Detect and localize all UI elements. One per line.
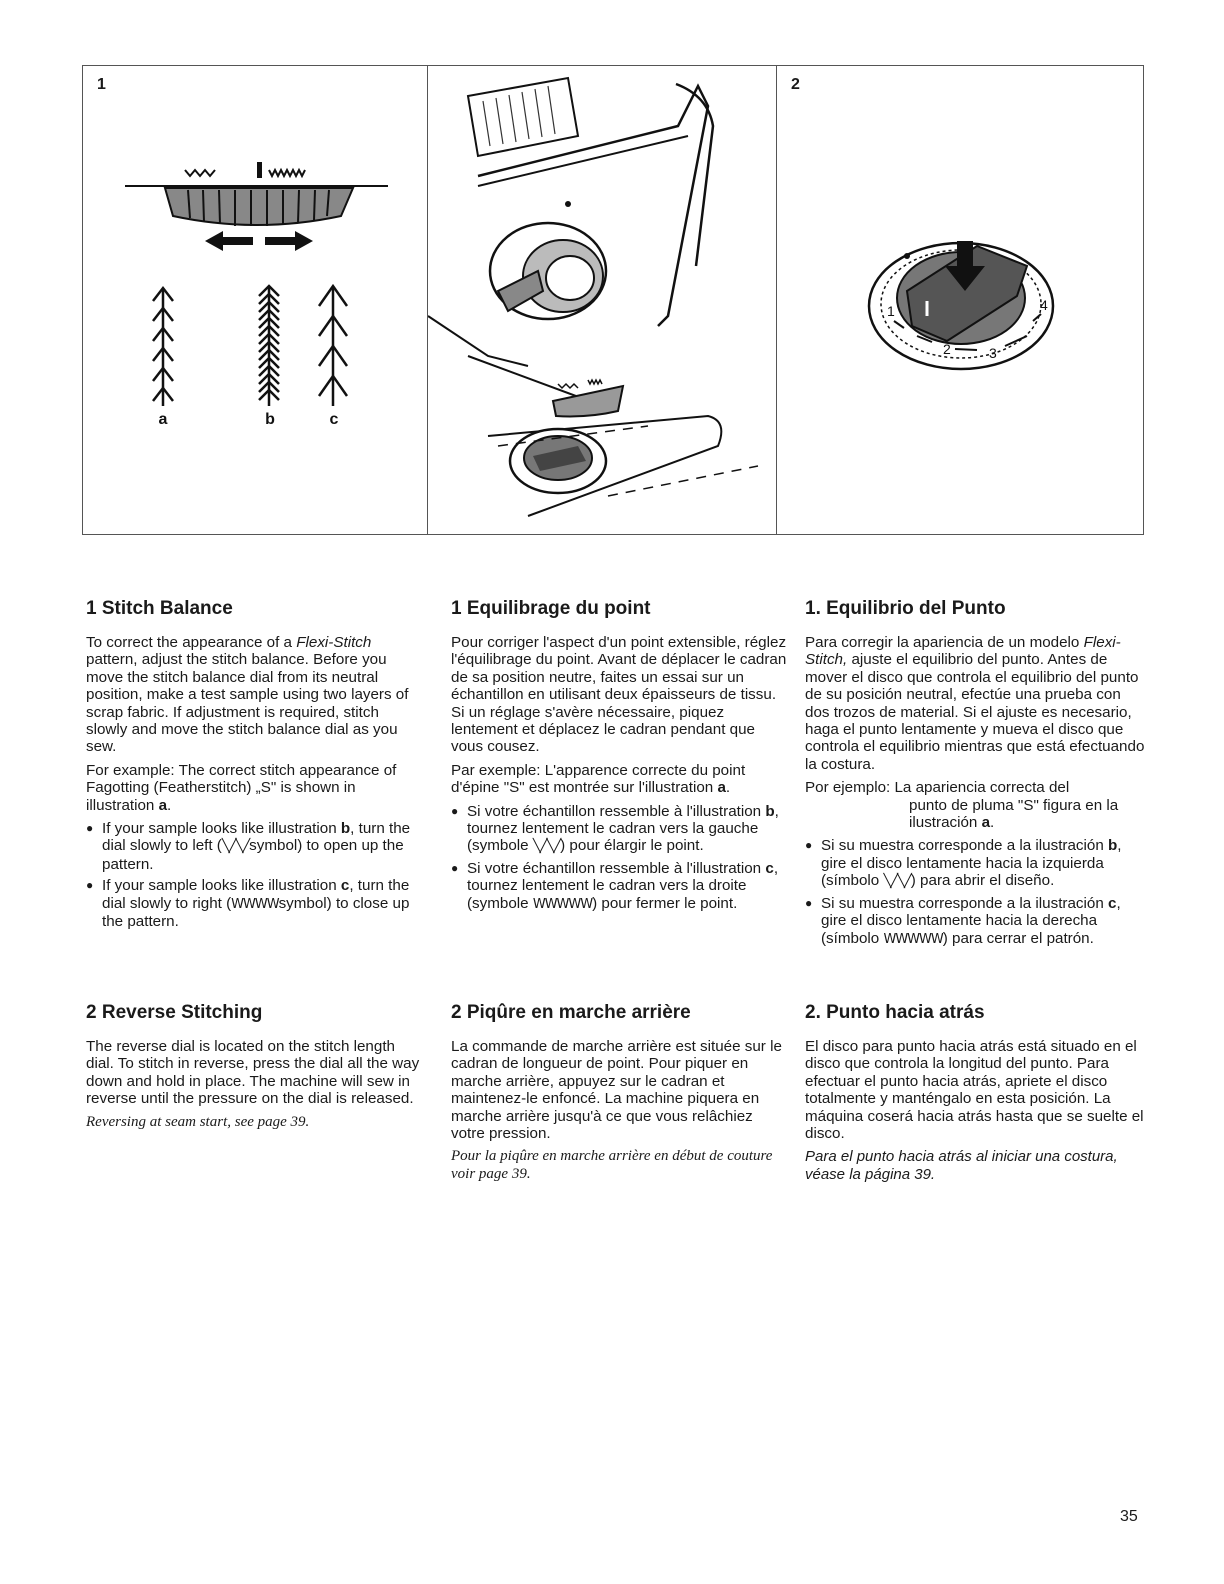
sample-b-icon xyxy=(259,286,279,406)
figure-1-number: 1 xyxy=(97,76,106,93)
french-column xyxy=(451,598,787,919)
close-symbol-icon: WWWWW xyxy=(532,896,593,912)
open-pattern-symbol-icon xyxy=(185,170,215,176)
spanish-reverse-section xyxy=(805,1002,1145,1189)
french-reverse-reference: Pour la piqûre en marche arrière en début de couture voir page 39. xyxy=(451,1148,773,1182)
spanish-balance-paragraph-2: Por ejemplo: La apariencia correcta del xyxy=(805,779,1070,797)
french-balance-paragraph-2: Par exemple: L'apparence correcte du point d'épine "S" est montrée sur l'illustration a. xyxy=(451,761,746,797)
figure-strip xyxy=(82,65,1144,535)
spanish-balance-paragraph-1: Para corregir la apariencia de un modelo Flexi-Stitch, ajuste el equilibrio del punto. Antes de mover el disco que controla el equilibrio del punto de su posición neutral, efectúe una prueba con dos trozos de material. Si el ajuste es necesario, haga el punto lentamente y mueva el disco que controla el equilibrio mientras que está efectuando la costura. xyxy=(805,634,1145,773)
open-symbol-icon: ╲╱╲╱ xyxy=(221,839,250,855)
figure-1-panel xyxy=(83,66,428,534)
english-bullet-2: ● If your sample looks like illustration c, turn the dial slowly to right (WWWWsymbol) to close up the pattern. xyxy=(86,877,420,930)
english-balance-title: 1 Stitch Balance xyxy=(86,598,233,619)
open-symbol-icon: ╲╱╲╱ xyxy=(883,874,911,890)
english-column xyxy=(86,598,420,937)
dial-number-4: 4 xyxy=(1040,297,1048,313)
dial-number-3: 3 xyxy=(989,345,997,361)
english-reverse-title: 2 Reverse Stitching xyxy=(86,1002,263,1023)
french-reverse-paragraph: La commande de marche arrière est située sur le cadran de longueur de point. Pour piquer en marche arrière, appuyez sur le cadran et maintenez-le enfoncé. La machine piquera en marche arrière jusqu'à ce que vous relâchiez votre pression. xyxy=(451,1038,782,1143)
label-b: b xyxy=(265,411,275,428)
english-balance-paragraph-1: To correct the appearance of a Flexi-Stitch pattern, adjust the stitch balance. Before you move the stitch balance dial from its neutral position, make a test sample using two layers of scrap fabric. If adjustment is required, stitch slowly and move the stitch balance dial as you sew. xyxy=(86,634,409,756)
sewing-machine-illustration xyxy=(428,66,777,536)
sample-c-icon xyxy=(319,286,347,406)
upper-dial-icon xyxy=(490,201,606,319)
label-c: c xyxy=(329,411,339,428)
figure-2-panel xyxy=(777,66,1143,534)
english-reverse-section xyxy=(86,1002,420,1137)
close-pattern-symbol-icon xyxy=(269,170,305,176)
french-balance-title: 1 Equilibrage du point xyxy=(451,598,651,619)
dial-number-1: 1 xyxy=(887,303,895,319)
open-symbol-icon: ╲╱╲╱ xyxy=(532,839,561,855)
left-arrow-icon xyxy=(205,231,253,251)
dial-number-2: 2 xyxy=(943,341,951,357)
sample-a-icon xyxy=(153,288,173,406)
french-reverse-title: 2 Piqûre en marche arrière xyxy=(451,1002,691,1023)
spanish-column xyxy=(805,598,1145,954)
french-bullet-1: ● Si votre échantillon ressemble à l'illustration b, tournez lentement le cadran vers la gauche (symbole ╲╱╲╱) pour élargir le point. xyxy=(451,803,787,856)
spanish-reverse-paragraph: El disco para punto hacia atrás está situado en el disco que controla la longitud del punto. Para efectuar el punto hacia atrás, apriete el disco totalmente y manténgalo en esta posición. La máquina coserá hacia atrás hasta que se suelte el disco. xyxy=(805,1038,1144,1143)
spanish-reverse-reference: Para el punto hacia atrás al iniciar una costura, véase la página 39. xyxy=(805,1148,1118,1183)
french-bullet-list xyxy=(451,803,787,913)
english-bullet-1: ● If your sample looks like illustration b, turn the dial slowly to left (╲╱╲╱symbol) to open up the pattern. xyxy=(86,820,420,873)
spanish-bullet-list xyxy=(805,837,1145,947)
reverse-dial-illustration xyxy=(777,66,1143,536)
spanish-bullet-2: ● Si su muestra corresponde a la ilustración c, gire el disco lentamente hacia la derecha (símbolo WWWWW) para cerrar el patrón. xyxy=(805,895,1145,948)
spanish-balance-title: 1. Equilibrio del Punto xyxy=(805,598,1006,619)
spanish-bullet-1: ● Si su muestra corresponde a la ilustración b, gire el disco lentamente hacia la izquierda (símbolo ╲╱╲╱) para abrir el diseño. xyxy=(805,837,1145,890)
english-bullet-list xyxy=(86,820,420,930)
stitch-chart-icon xyxy=(468,78,578,156)
page-number: 35 xyxy=(1120,1508,1138,1525)
french-reverse-section xyxy=(451,1002,787,1189)
close-symbol-icon: WWWW xyxy=(231,896,279,912)
french-bullet-2: ● Si votre échantillon ressemble à l'illustration c, tournez lentement le cadran vers la droite (symbole WWWWW) pour fermer le point. xyxy=(451,860,787,913)
right-arrow-icon xyxy=(265,231,313,251)
label-a: a xyxy=(158,411,168,428)
english-reverse-paragraph: The reverse dial is located on the stitch length dial. To stitch in reverse, press the dial all the way down and hold in place. The machine will sew in reverse until the pressure on the dial is released. xyxy=(86,1038,420,1108)
close-symbol-icon: WWWWW xyxy=(883,931,943,947)
neutral-mark-icon xyxy=(257,162,262,178)
figure-2-number: 2 xyxy=(791,76,800,93)
french-balance-paragraph-1: Pour corriger l'aspect d'un point extensible, réglez l'équilibrage du point. Avant de déplacer le cadran de sa position neutre, faites un essai sur un échantillon en utilisant deux épaisseurs de tissu. Si un réglage s'avère nécessaire, piquez lentement et déplacez le cadran pendant que vous cousez. xyxy=(451,634,787,756)
english-balance-paragraph-2: For example: The correct stitch appearance of Fagotting (Featherstitch) „S" is shown in illustration a. xyxy=(86,761,397,814)
english-reverse-reference: Reversing at seam start, see page 39. xyxy=(86,1113,310,1130)
stitch-balance-illustration xyxy=(83,66,428,536)
stitch-balance-dial-icon xyxy=(165,188,353,225)
spanish-reverse-title: 2. Punto hacia atrás xyxy=(805,1002,985,1023)
small-balance-dial-icon xyxy=(553,380,623,416)
machine-overview-panel xyxy=(428,66,777,534)
spanish-balance-paragraph-2-cont: punto de pluma "S" figura en la ilustración a. xyxy=(909,796,1119,832)
